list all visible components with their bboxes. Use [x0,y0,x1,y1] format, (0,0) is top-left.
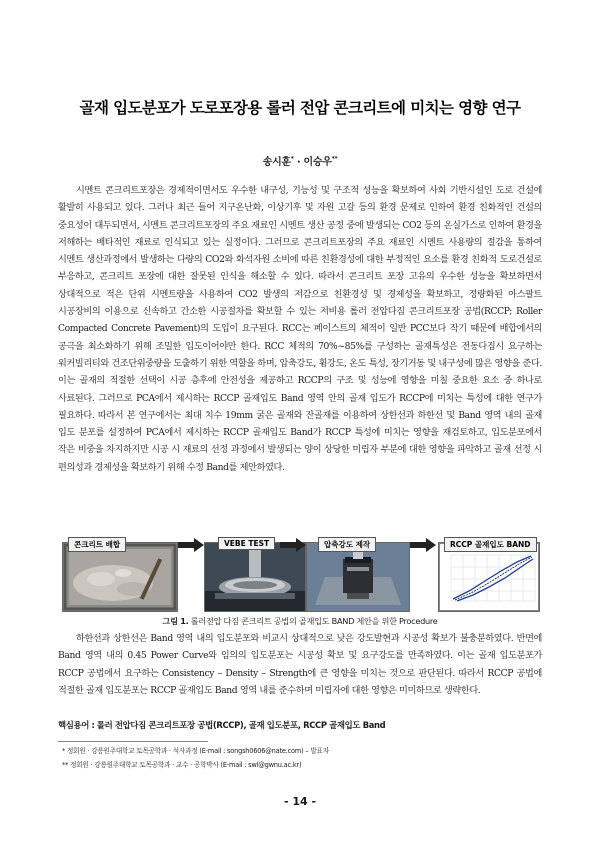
footnote-divider [58,741,208,742]
label-compressive-specimen: 압축강도 제작 [318,537,376,552]
concrete-mixing-photo [62,542,178,612]
paragraph-results [58,631,542,700]
label-concrete-mixing: 콘크리트 배합 [68,537,126,552]
vebe-test-image [205,543,305,611]
paragraph-intro [58,183,542,477]
arrow-right-icon [280,538,306,552]
footnotes [62,744,542,772]
figure-procedure [62,539,538,610]
footnote-author-2: ** 정회원 · 강릉원주대학교 토목공학과 · 교수 · 공학박사 (E-mail : swl@gwnu.ac.kr) [62,761,302,769]
figure-caption [0,616,600,627]
label-gradation-band: RCCP 골재입도 BAND [444,537,537,552]
author-1: 송시훈 [262,157,291,168]
keywords-label: 핵심용어 : [58,720,95,730]
paper-title: 골재 입도분포가 도로포장용 롤러 전압 콘크리트에 미치는 영향 연구 [79,99,521,117]
arrow-right-icon [178,538,204,552]
figure-caption-label: 그림 1. [162,616,189,626]
figure-caption-text: 롤러전압 다짐 콘크리트 공법의 골재입도 BAND 제안을 위한 Procedure [190,616,438,626]
author-1-mark: * [290,155,294,163]
footnote-author-1: * 정회원 · 강릉원주대학교 토목공학과 · 석사과정 (E-mail : songsh0606@nate.com) – 발표자 [62,747,329,755]
gradation-band-image [439,543,539,611]
keywords-line [58,719,542,731]
compressive-specimen-image [307,543,409,611]
concrete-mixing-image [63,543,177,611]
author-line [0,153,600,168]
arrow-right-icon [410,538,436,552]
label-vebe-test: VEBE TEST [218,537,275,550]
compressive-specimen-photo [306,542,410,612]
gradation-band-panel [438,542,540,612]
author-separator: · [296,157,301,168]
vebe-test-photo [204,542,306,612]
author-2-mark: ** [331,155,338,163]
paragraph-results-text: 하한선과 상한선은 Band 영역 내의 입도분포와 비교시 상대적으로 낮은 강도발현과 시공성 확보가 불충분하였다. 반면에 Band 영역 내의 0.45 Power Curve와 임의의 입도분포는 시공성 확보 및 요구강도를 만족하였다. 이는 골재 입도분포가 RCCP 공법에서 요구하는 Consistency – Density – Strength에 큰 영향을 미치는 것으로 판단된다. 따라서 RCCP 공법에 적절한 골재 입도분포는 RCCP 골재입도 Band 영역 내를 준수하며 미립자에 대한 영향은 미미하므로 생략한다. [58,634,542,696]
paragraph-intro-text: 시멘트 콘크리트포장은 경제적이면서도 우수한 내구성, 기능성 및 구조적 성능을 확보하여 사회 기반시설인 도로 건설에 활발히 사용되고 있다. 그러나 최근 들어 지구온난화, 이상기후 및 자원 고갈 등의 환경 문제로 인하여 환경 친화적인 건설의 중요성이 대두되면서, 시멘트 콘크리트포장의 주요 재료인 시멘트 생산 공정 중에 발생되는 CO2 등의 온실가스로 인하여 환경을 저해하는 배타적인 재료로 인식되고 있는 실정이다. 그러므로 콘크리트포장의 주요 재료인 시멘트 사용량의 절감을 통하여 시멘트 생산과정에서 발생하는 다량의 CO2와 화석자원 소비에 따른 친환경성에 대한 부정적인 요소를 환경 친화적 도로건설로 부응하고, 콘크리트 포장에 대한 잘못된 인식을 해소할 수 있다. 따라서 콘크리트 포장 고유의 우수한 성능을 확보하면서 상대적으로 적은 단위 시멘트량을 사용하여 CO2 발생의 저감으로 친환경성 및 경제성을 확보하고, 정량화된 아스팔트 시공장비의 이용으로 신속하고 간소한 시공절차를 확보할 수 있는 저비용 롤러 전압다짐 콘크리트포장 공법(RCCP; Roller Compacted Concrete Pavement)의 도입이 요구된다. RCC는 페이스트의 체적이 일반 PCC보다 작기 때문에 배합에서의 공극을 최소화하기 위해 조밀한 입도이어야만 한다. RCC 체적의 70%~85%를 구성하는 골재특성은 전동다짐시 요구하는 워커빌리티와 건조단위중량을 도출하기 위한 역할을 하며, 압축강도, 휨강도, 온도 특성, 장기거동 및 내구성에 많은 영향을 준다. 이는 골재의 적절한 선택이 시공 층후에 안전성을 제공하고 RCCP의 구조 및 성능에 영향을 미칠 중요한 요소 중 하나로 사료된다. 그러므로 PCA에서 제시하는 RCCP 골재입도 Band 영역 안의 골재 입도가 RCCP에 미치는 특성에 대한 연구가 필요하다. 따라서 본 연구에서는 최대 치수 19mm 굵은 골재와 잔골재를 이용하여 상한선과 하한선 및 Band 영역 내의 골재 입도 분포를 설정하여 PCA에서 제시하는 RCCP 골재입도 Band가 RCCP 특성에 미치는 영향을 재검토하고, 입도분포에서 작은 비중을 차지하지만 시공 시 재료의 선정 과정에서 발생되는 양이 상당한 미립자 부분에 대한 영향을 파악하고 골재 선정 시 편의성과 경제성을 확보하기 위해 수정 Band를 제안하였다. [58,186,542,473]
keywords-text: 롤러 전압다짐 콘크리트포장 공법(RCCP), 골재 입도분포, RCCP 골재입도 Band [96,720,386,730]
author-2: 이승우 [303,157,332,168]
page-number: - 14 - [283,795,317,808]
